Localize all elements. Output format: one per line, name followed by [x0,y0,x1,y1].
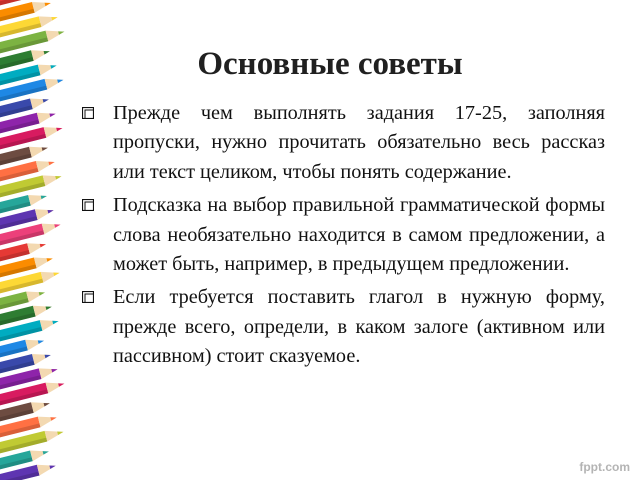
hollow-square-bullet-icon [82,199,94,211]
colored-pencils-decoration [0,0,90,480]
tip-item [82,283,605,371]
tip-item [82,191,605,279]
watermark: fppt.com [579,460,630,474]
hollow-square-bullet-icon [82,291,94,303]
tip-text: Подсказка на выбор правильной грамматической формы слова необязательно находится в самом предложении, а может быть, например, в предыдущем предложении. [113,194,605,276]
hollow-square-bullet-icon [82,107,94,119]
tip-text: Прежде чем выполнять задания 17-25, заполняя пропуски, нужно прочитать обязательно весь рассказ или текст целиком, чтобы понять содержание. [113,102,605,183]
tip-text: Если требуется поставить глагол в нужную форму, прежде всего, определи, в каком залоге (активном или пассивном) стоит сказуемое. [113,286,605,368]
tips-list [82,99,605,376]
slide-title: Основные советы [197,46,463,82]
tip-item [82,99,605,187]
